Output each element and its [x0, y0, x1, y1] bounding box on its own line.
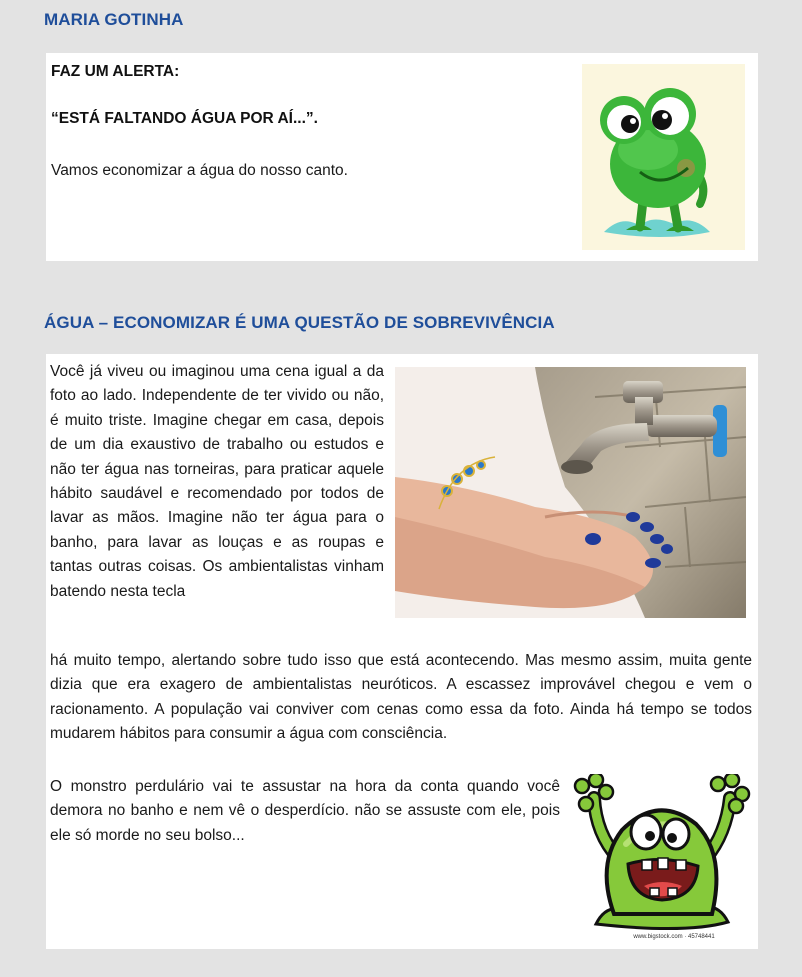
article-paragraph-full: há muito tempo, alertando sobre tudo isso que está acontecendo. Mas mesmo assim, muita gente dizia que era exagero de ambientalistas neuróticos. A escassez improvável chegou e vem o racionamento. A população vai conviver com cenas como essa da foto. Ainda há tempo se todos mudarem hábitos para consumir a água com consciência. [50, 652, 752, 743]
alert-heading: FAZ UM ALERTA: [51, 63, 180, 80]
alert-body: Vamos economizar a água do nosso canto. [51, 162, 348, 179]
article-paragraph-side: Você já viveu ou imaginou uma cena igual a da foto ao lado. Independente de ter vivido ou não, é muito triste. Imagine chegar em casa, depois de um dia exaustivo de trabalho ou estudos e não ter água nas torneiras, para praticar aquele hábito saudável e recomendado por todos de lavar as mãos. Imagine não ter água para o banho, para lavar as louças e as roupas e tantas outras coisas. Os ambientalistas vinham batendo nesta tecla [50, 363, 384, 600]
alert-card [46, 53, 758, 261]
section-title-agua: ÁGUA – ECONOMIZAR É UMA QUESTÃO DE SOBREVIVÊNCIA [44, 313, 555, 332]
monster-paragraph: O monstro perdulário vai te assustar na hora da conta quando você demora no banho e nem vê o desperdício. não se assuste com ele, pois ele só morde no seu bolso... [50, 778, 560, 844]
article-card [46, 354, 758, 949]
frog-icon [582, 64, 745, 250]
green-monster-icon [566, 774, 751, 942]
section-title-maria-gotinha: MARIA GOTINHA [44, 10, 184, 29]
faucet-hands-icon [395, 367, 746, 618]
image-watermark: www.bigstock.com · 45748441 [633, 934, 715, 940]
alert-quote: “ESTÁ FALTANDO ÁGUA POR AÍ...”. [51, 110, 318, 127]
